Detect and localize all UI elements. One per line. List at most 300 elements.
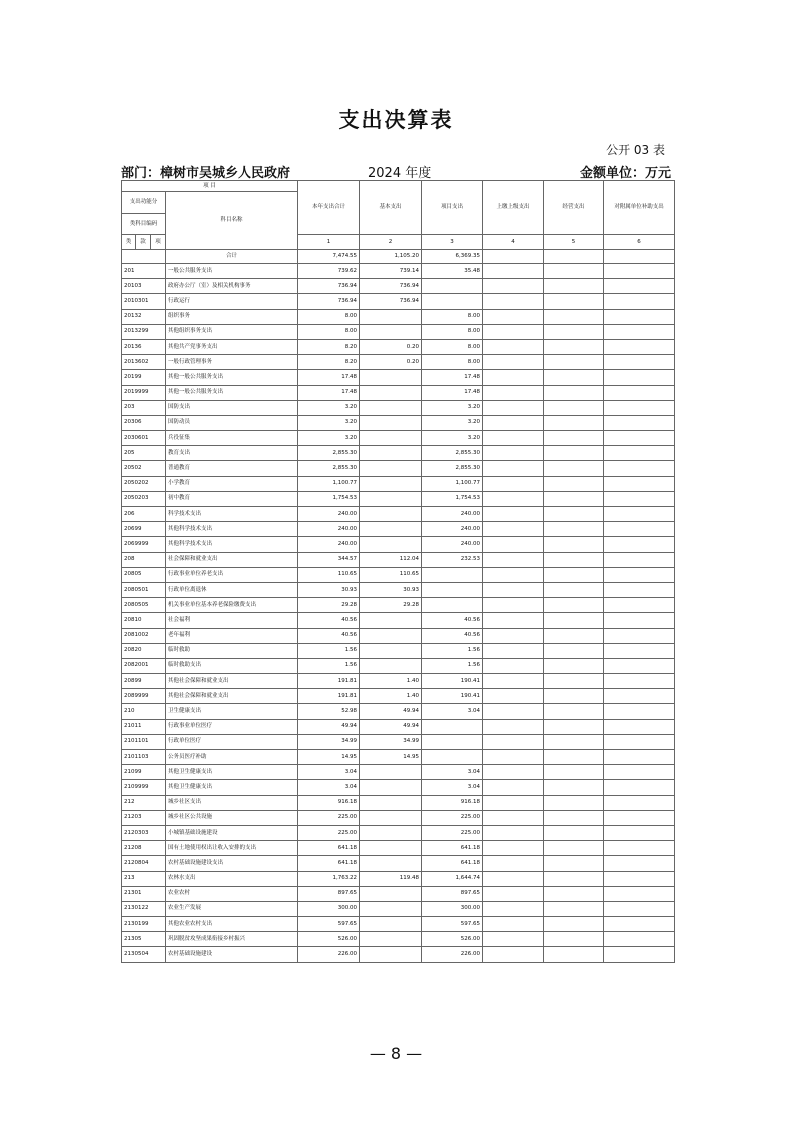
row-subsidy xyxy=(604,324,675,339)
table-row xyxy=(122,750,675,765)
row-business xyxy=(544,750,604,765)
row-business xyxy=(544,355,604,370)
row-upper xyxy=(483,780,544,795)
header-func-class-code-2: 类科目编码 xyxy=(122,214,166,235)
row-project: 3.20 xyxy=(422,415,483,430)
row-upper xyxy=(483,886,544,901)
row-total: 1,754.53 xyxy=(298,491,360,506)
row-subsidy xyxy=(604,598,675,613)
row-project: 3.04 xyxy=(422,780,483,795)
row-basic xyxy=(360,400,422,415)
row-total: 736.94 xyxy=(298,294,360,309)
row-basic: 1.40 xyxy=(360,674,422,689)
header-col-basic: 基本支出 xyxy=(360,181,422,235)
row-upper xyxy=(483,324,544,339)
row-subject-name: 农村基础设施建设 xyxy=(166,947,298,962)
row-total: 17.48 xyxy=(298,370,360,385)
row-basic xyxy=(360,780,422,795)
table-row xyxy=(122,613,675,628)
row-business xyxy=(544,370,604,385)
row-basic: 1.40 xyxy=(360,689,422,704)
row-business xyxy=(544,795,604,810)
row-basic xyxy=(360,613,422,628)
row-total: 240.00 xyxy=(298,522,360,537)
row-subsidy xyxy=(604,264,675,279)
row-business xyxy=(544,294,604,309)
row-subject-name: 城乡社区支出 xyxy=(166,795,298,810)
row-project xyxy=(422,750,483,765)
row-business xyxy=(544,780,604,795)
row-business xyxy=(544,446,604,461)
row-project: 40.56 xyxy=(422,628,483,643)
table-row xyxy=(122,294,675,309)
row-total: 225.00 xyxy=(298,810,360,825)
row-project: 1.56 xyxy=(422,658,483,673)
row-basic xyxy=(360,431,422,446)
row-subject-name: 小城镇基础设施建设 xyxy=(166,825,298,840)
row-code: 20810 xyxy=(122,613,166,628)
row-upper xyxy=(483,385,544,400)
row-subsidy xyxy=(604,491,675,506)
row-subsidy xyxy=(604,871,675,886)
table-row xyxy=(122,400,675,415)
row-subject-name: 机关事业单位基本养老保险缴费支出 xyxy=(166,598,298,613)
row-upper xyxy=(483,734,544,749)
row-business xyxy=(544,431,604,446)
row-total: 8.00 xyxy=(298,309,360,324)
row-business xyxy=(544,324,604,339)
row-business xyxy=(544,841,604,856)
row-code: 21208 xyxy=(122,841,166,856)
row-subject-name: 临时救助 xyxy=(166,643,298,658)
row-subject-name: 其他社会保障和就业支出 xyxy=(166,674,298,689)
row-total: 2,855.30 xyxy=(298,461,360,476)
row-total: 300.00 xyxy=(298,901,360,916)
row-upper xyxy=(483,446,544,461)
row-project: 8.00 xyxy=(422,309,483,324)
row-project: 226.00 xyxy=(422,947,483,962)
table-row xyxy=(122,552,675,567)
row-subsidy xyxy=(604,719,675,734)
row-code: 206 xyxy=(122,507,166,522)
row-subject-name: 其他一般公共服务支出 xyxy=(166,370,298,385)
row-basic xyxy=(360,856,422,871)
table-row xyxy=(122,582,675,597)
row-subsidy xyxy=(604,825,675,840)
row-subsidy xyxy=(604,582,675,597)
row-business xyxy=(544,643,604,658)
row-upper xyxy=(483,264,544,279)
row-business xyxy=(544,567,604,582)
row-total: 240.00 xyxy=(298,537,360,552)
table-row xyxy=(122,932,675,947)
row-basic xyxy=(360,507,422,522)
row-code: 2120804 xyxy=(122,856,166,871)
row-business xyxy=(544,886,604,901)
table-row xyxy=(122,917,675,932)
row-upper xyxy=(483,567,544,582)
row-project: 240.00 xyxy=(422,507,483,522)
row-upper xyxy=(483,431,544,446)
row-basic: 49.94 xyxy=(360,719,422,734)
row-project xyxy=(422,567,483,582)
row-subject-name: 农林水支出 xyxy=(166,871,298,886)
line-number-1: 1 xyxy=(298,235,360,250)
row-upper xyxy=(483,871,544,886)
row-subsidy xyxy=(604,537,675,552)
total-label: 合计 xyxy=(166,250,298,264)
row-total: 17.48 xyxy=(298,385,360,400)
row-basic: 49.94 xyxy=(360,704,422,719)
row-subject-name: 城乡社区公共设施 xyxy=(166,810,298,825)
total-value-business xyxy=(544,250,604,264)
row-basic: 0.20 xyxy=(360,355,422,370)
total-code-cell xyxy=(122,250,166,264)
row-subsidy xyxy=(604,628,675,643)
row-upper xyxy=(483,932,544,947)
header-col-upper: 上缴上级支出 xyxy=(483,181,544,235)
row-project xyxy=(422,294,483,309)
row-business xyxy=(544,385,604,400)
row-project xyxy=(422,734,483,749)
row-business xyxy=(544,339,604,354)
row-project xyxy=(422,279,483,294)
row-upper xyxy=(483,355,544,370)
row-basic xyxy=(360,841,422,856)
row-subject-name: 行政运行 xyxy=(166,294,298,309)
table-row xyxy=(122,537,675,552)
row-total: 40.56 xyxy=(298,628,360,643)
row-upper xyxy=(483,674,544,689)
row-code: 205 xyxy=(122,446,166,461)
row-upper xyxy=(483,598,544,613)
table-row xyxy=(122,279,675,294)
row-subject-name: 社会福利 xyxy=(166,613,298,628)
header-col-project: 项目支出 xyxy=(422,181,483,235)
row-subject-name: 临时救助支出 xyxy=(166,658,298,673)
row-subject-name: 普通教育 xyxy=(166,461,298,476)
row-basic xyxy=(360,947,422,962)
row-code: 2080505 xyxy=(122,598,166,613)
row-business xyxy=(544,400,604,415)
row-project: 300.00 xyxy=(422,901,483,916)
row-subsidy xyxy=(604,279,675,294)
row-upper xyxy=(483,309,544,324)
row-subject-name: 公务员医疗补助 xyxy=(166,750,298,765)
row-subject-name: 国防支出 xyxy=(166,400,298,415)
row-project: 240.00 xyxy=(422,537,483,552)
line-number-3: 3 xyxy=(422,235,483,250)
row-basic: 30.93 xyxy=(360,582,422,597)
row-project: 225.00 xyxy=(422,825,483,840)
table-meta xyxy=(121,162,671,180)
row-code: 2013299 xyxy=(122,324,166,339)
row-code: 2082001 xyxy=(122,658,166,673)
row-subsidy xyxy=(604,446,675,461)
row-subsidy xyxy=(604,294,675,309)
row-subject-name: 兵役征集 xyxy=(166,431,298,446)
row-code: 201 xyxy=(122,264,166,279)
row-basic xyxy=(360,537,422,552)
row-upper xyxy=(483,901,544,916)
row-subject-name: 其他共产党事务支出 xyxy=(166,339,298,354)
row-total: 1,100.77 xyxy=(298,476,360,491)
row-subject-name: 其他卫生健康支出 xyxy=(166,780,298,795)
row-code: 21203 xyxy=(122,810,166,825)
row-project: 641.18 xyxy=(422,841,483,856)
header-xiang: 项 xyxy=(151,235,166,250)
row-subject-name: 卫生健康支出 xyxy=(166,704,298,719)
row-subsidy xyxy=(604,674,675,689)
row-upper xyxy=(483,552,544,567)
row-code: 20103 xyxy=(122,279,166,294)
row-project: 8.00 xyxy=(422,324,483,339)
row-code: 2120303 xyxy=(122,825,166,840)
row-upper xyxy=(483,522,544,537)
row-subject-name: 教育支出 xyxy=(166,446,298,461)
row-business xyxy=(544,856,604,871)
header-lei: 类 xyxy=(122,235,136,250)
row-subject-name: 其他组织事务支出 xyxy=(166,324,298,339)
row-business xyxy=(544,658,604,673)
table-row xyxy=(122,795,675,810)
row-subsidy xyxy=(604,431,675,446)
row-project: 240.00 xyxy=(422,522,483,537)
table-row xyxy=(122,780,675,795)
row-total: 14.95 xyxy=(298,750,360,765)
row-basic xyxy=(360,415,422,430)
row-subsidy xyxy=(604,309,675,324)
row-basic xyxy=(360,886,422,901)
table-row xyxy=(122,370,675,385)
row-subject-name: 其他科学技术支出 xyxy=(166,537,298,552)
row-upper xyxy=(483,947,544,962)
row-total: 916.18 xyxy=(298,795,360,810)
row-code: 21099 xyxy=(122,765,166,780)
row-upper xyxy=(483,613,544,628)
row-upper xyxy=(483,415,544,430)
row-total: 8.00 xyxy=(298,324,360,339)
row-upper xyxy=(483,537,544,552)
row-total: 40.56 xyxy=(298,613,360,628)
row-subsidy xyxy=(604,734,675,749)
row-project: 8.00 xyxy=(422,355,483,370)
department-label: 部门：樟树市吴城乡人民政府 xyxy=(121,166,291,181)
table-row xyxy=(122,871,675,886)
row-project: 526.00 xyxy=(422,932,483,947)
table-row xyxy=(122,476,675,491)
row-basic xyxy=(360,932,422,947)
table-row xyxy=(122,719,675,734)
table-row xyxy=(122,385,675,400)
row-basic xyxy=(360,522,422,537)
row-subject-name: 其他农业农村支出 xyxy=(166,917,298,932)
row-business xyxy=(544,582,604,597)
row-upper xyxy=(483,491,544,506)
row-basic xyxy=(360,324,422,339)
row-subsidy xyxy=(604,507,675,522)
row-subject-name: 一般行政管理事务 xyxy=(166,355,298,370)
row-upper xyxy=(483,461,544,476)
row-project xyxy=(422,719,483,734)
row-code: 2019999 xyxy=(122,385,166,400)
row-basic xyxy=(360,628,422,643)
row-basic: 736.94 xyxy=(360,279,422,294)
row-code: 2130122 xyxy=(122,901,166,916)
row-code: 2069999 xyxy=(122,537,166,552)
row-subject-name: 小学教育 xyxy=(166,476,298,491)
table-row xyxy=(122,765,675,780)
row-business xyxy=(544,552,604,567)
header-project: 项 目 xyxy=(122,181,298,192)
table-row xyxy=(122,674,675,689)
row-code: 2080501 xyxy=(122,582,166,597)
row-business xyxy=(544,415,604,430)
row-upper xyxy=(483,507,544,522)
row-subsidy xyxy=(604,370,675,385)
table-row xyxy=(122,522,675,537)
row-basic: 736.94 xyxy=(360,294,422,309)
row-subsidy xyxy=(604,841,675,856)
row-subsidy xyxy=(604,339,675,354)
row-project: 2,855.30 xyxy=(422,446,483,461)
row-subsidy xyxy=(604,765,675,780)
row-subsidy xyxy=(604,476,675,491)
line-number-5: 5 xyxy=(544,235,604,250)
row-total: 3.04 xyxy=(298,765,360,780)
header-col-total: 本年支出合计 xyxy=(298,181,360,235)
table-row xyxy=(122,461,675,476)
row-upper xyxy=(483,643,544,658)
row-basic: 29.28 xyxy=(360,598,422,613)
total-value-subsidy xyxy=(604,250,675,264)
row-total: 226.00 xyxy=(298,947,360,962)
row-total: 736.94 xyxy=(298,279,360,294)
row-basic xyxy=(360,491,422,506)
row-total: 29.28 xyxy=(298,598,360,613)
table-row xyxy=(122,598,675,613)
row-basic: 34.99 xyxy=(360,734,422,749)
row-project: 1.56 xyxy=(422,643,483,658)
row-basic xyxy=(360,917,422,932)
row-upper xyxy=(483,689,544,704)
row-subsidy xyxy=(604,795,675,810)
row-subject-name: 行政事业单位养老支出 xyxy=(166,567,298,582)
row-upper xyxy=(483,476,544,491)
row-upper xyxy=(483,795,544,810)
row-upper xyxy=(483,628,544,643)
row-basic: 110.65 xyxy=(360,567,422,582)
total-value-total: 7,474.55 xyxy=(298,250,360,264)
row-subject-name: 行政事业单位医疗 xyxy=(166,719,298,734)
table-row xyxy=(122,415,675,430)
row-subsidy xyxy=(604,643,675,658)
row-business xyxy=(544,279,604,294)
header-func-class-code: 支出功能分 xyxy=(122,192,166,214)
row-basic: 14.95 xyxy=(360,750,422,765)
row-business xyxy=(544,674,604,689)
row-total: 739.62 xyxy=(298,264,360,279)
row-subsidy xyxy=(604,613,675,628)
header-col-subsidy: 对附属单位补助支出 xyxy=(604,181,675,235)
row-subsidy xyxy=(604,810,675,825)
row-subject-name: 其他一般公共服务支出 xyxy=(166,385,298,400)
row-upper xyxy=(483,339,544,354)
row-total: 49.94 xyxy=(298,719,360,734)
row-total: 526.00 xyxy=(298,932,360,947)
row-code: 21305 xyxy=(122,932,166,947)
row-code: 2050202 xyxy=(122,476,166,491)
row-code: 2130504 xyxy=(122,947,166,962)
row-code: 2050203 xyxy=(122,491,166,506)
row-project: 3.20 xyxy=(422,431,483,446)
row-subject-name: 农业生产发展 xyxy=(166,901,298,916)
row-code: 20805 xyxy=(122,567,166,582)
row-subsidy xyxy=(604,780,675,795)
row-basic xyxy=(360,810,422,825)
header-kuan: 款 xyxy=(136,235,151,250)
row-code: 2101103 xyxy=(122,750,166,765)
row-business xyxy=(544,825,604,840)
unit-label: 金额单位：万元 xyxy=(579,166,671,181)
total-value-project: 6,369.35 xyxy=(422,250,483,264)
row-subsidy xyxy=(604,704,675,719)
row-upper xyxy=(483,658,544,673)
row-upper xyxy=(483,856,544,871)
row-subject-name: 组织事务 xyxy=(166,309,298,324)
row-basic xyxy=(360,643,422,658)
row-total: 191.81 xyxy=(298,674,360,689)
row-project: 641.18 xyxy=(422,856,483,871)
table-row xyxy=(122,947,675,962)
row-subject-name: 其他科学技术支出 xyxy=(166,522,298,537)
row-subject-name: 其他卫生健康支出 xyxy=(166,765,298,780)
header-row-project xyxy=(122,181,675,192)
table-row xyxy=(122,704,675,719)
row-code: 2013602 xyxy=(122,355,166,370)
row-subsidy xyxy=(604,658,675,673)
row-code: 212 xyxy=(122,795,166,810)
row-basic: 119.48 xyxy=(360,871,422,886)
row-business xyxy=(544,689,604,704)
row-upper xyxy=(483,917,544,932)
row-basic xyxy=(360,461,422,476)
row-business xyxy=(544,537,604,552)
row-code: 20136 xyxy=(122,339,166,354)
row-total: 191.81 xyxy=(298,689,360,704)
row-basic xyxy=(360,795,422,810)
row-project: 1,754.53 xyxy=(422,491,483,506)
header-col-business: 经营支出 xyxy=(544,181,604,235)
row-upper xyxy=(483,704,544,719)
row-upper xyxy=(483,294,544,309)
row-subject-name: 农村基础设施建设支出 xyxy=(166,856,298,871)
row-business xyxy=(544,810,604,825)
line-number-2: 2 xyxy=(360,235,422,250)
row-basic: 0.20 xyxy=(360,339,422,354)
row-total: 3.20 xyxy=(298,415,360,430)
row-code: 20132 xyxy=(122,309,166,324)
page-number: — 8 — xyxy=(369,1044,423,1063)
row-subject-name: 国有土地使用权出让收入安排的支出 xyxy=(166,841,298,856)
row-upper xyxy=(483,841,544,856)
row-code: 210 xyxy=(122,704,166,719)
total-row xyxy=(122,250,675,264)
row-code: 213 xyxy=(122,871,166,886)
row-project: 232.53 xyxy=(422,552,483,567)
row-total: 3.20 xyxy=(298,431,360,446)
row-upper xyxy=(483,750,544,765)
